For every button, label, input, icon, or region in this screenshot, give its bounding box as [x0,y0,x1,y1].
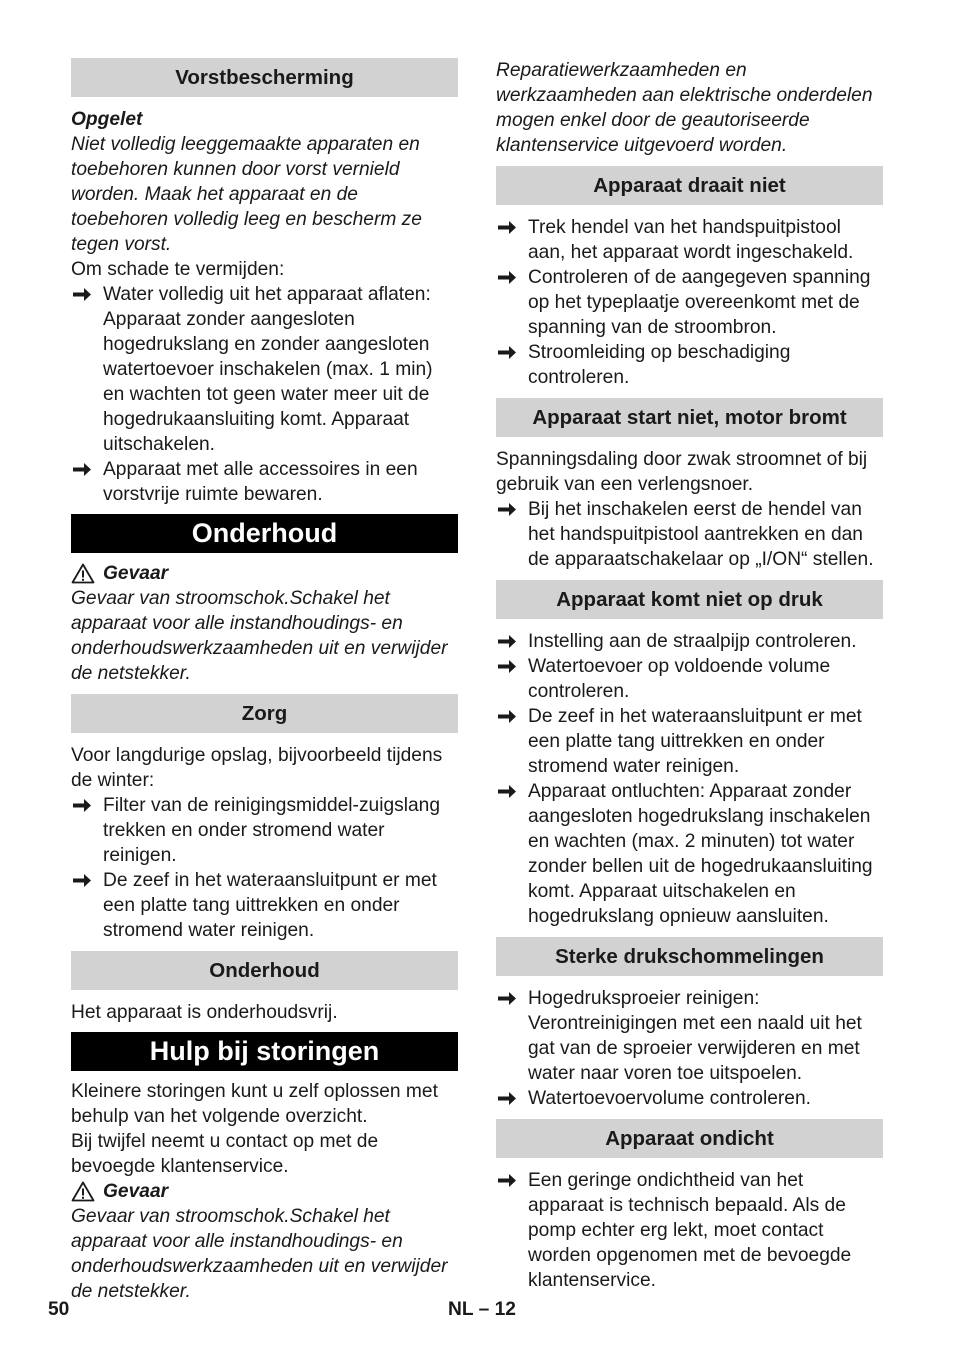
caution-label: Opgelet [71,109,143,130]
list-item-text: Bij het inschakelen eerst de hendel van het handspuitpistool aantrekken en dan de apparaatschakelaar op „I/ON“ stellen. [528,499,874,570]
section-heading-not-running: Apparaat draait niet [496,166,883,205]
section-page-label [448,1297,516,1322]
arrow-right-icon [496,497,518,522]
arrow-right-icon [496,1168,518,1193]
arrow-right-icon [496,265,518,290]
arrow-right-icon [496,1086,518,1111]
list-item [496,986,883,1086]
list-item [496,629,883,654]
arrow-right-icon [71,793,93,818]
list-item-text: Een geringe ondichtheid van het apparaat is technisch bepaald. Als de pomp echter erg lekt, moet contact worden opgenomen met de bevoegde klantenservice. [528,1170,852,1291]
arrow-right-icon [496,986,518,1011]
arrow-right-icon [496,704,518,729]
arrow-right-icon [496,779,518,804]
warning-triangle-icon [71,563,95,584]
list-item-text: Water volledig uit het apparaat aflaten: Apparaat zonder aangesloten hogedrukslang en zonder aangesloten watertoevoer inschakelen (max. 1 min) en wachten tot geen water meer uit de hogedrukaansluiting komt. Apparaat uitschakelen. [103,284,433,455]
list-item-text: Instelling aan de straalpijp controleren. [528,631,857,652]
list-item [496,779,883,929]
frost-intro: Om schade te vermijden: [71,259,285,280]
maintenance-text: Het apparaat is onderhoudsvrij. [71,1002,338,1023]
repair-note: Reparatiewerkzaamheden en werkzaamheden aan elektrische onderdelen mogen enkel door de geautoriseerde klantenservice uitgevoerd worden. [496,60,873,156]
list-item [496,340,883,390]
section-heading-leaking: Apparaat ondicht [496,1119,883,1158]
list-item-text: Watertoevoer op voldoende volume controleren. [528,656,831,702]
arrow-right-icon [71,282,93,307]
list-item [496,704,883,779]
motor-hums-text: Spanningsdaling door zwak stroomnet of bij gebruik van een verlengsnoer. [496,449,868,495]
caution-text: Niet volledig leeggemaakte apparaten en toebehoren kunnen door vorst vernield worden. Maak het apparaat en de toebehoren volledig leeg en bescherm ze tegen vorst. [71,134,422,255]
danger-label-row [71,561,458,586]
chapter-title-troubleshooting: Hulp bij storingen [71,1032,458,1071]
list-item [71,868,458,943]
section-heading-frost-protection: Vorstbescherming [71,58,458,97]
list-item-text: De zeef in het wateraansluitpunt er met een platte tang uittrekken en onder stromend water reinigen. [528,706,862,777]
section-heading-no-pressure: Apparaat komt niet op druk [496,580,883,619]
list-item [71,793,458,868]
list-item-text: Controleren of de aangegeven spanning op het typeplaatje overeenkomt met de spanning van de stroombron. [528,267,871,338]
section-heading-motor-hums: Apparaat start niet, motor bromt [496,398,883,437]
list-item [71,282,458,457]
list-item [71,457,458,507]
page-number: 50 [48,1299,70,1320]
danger-text: Gevaar van stroomschok.Schakel het apparaat voor alle instandhoudings- en onderhoudswerkzaamheden uit en verwijder de netstekker. [71,588,448,684]
list-item [496,654,883,704]
danger-label: Gevaar [103,563,169,584]
danger-label: Gevaar [103,1181,169,1202]
list-item [496,215,883,265]
danger-label-row [71,1179,458,1204]
list-item-text: Stroomleiding op beschadiging controleren. [528,342,791,388]
danger-text: Gevaar van stroomschok.Schakel het apparaat voor alle instandhoudings- en onderhoudswerkzaamheden uit en verwijder de netstekker. [71,1206,448,1302]
list-item-text: Watertoevoervolume controleren. [528,1088,811,1109]
list-item-text: Apparaat met alle accessoires in een vorstvrije ruimte bewaren. [103,459,418,505]
arrow-right-icon [496,340,518,365]
list-item-text: Hogedruksproeier reinigen: Verontreinigingen met een naald uit het gat van de sproeier verwijderen en met water naar voren toe uitspoelen. [528,988,862,1084]
arrow-right-icon [71,868,93,893]
list-item-text: Filter van de reinigingsmiddel-zuigslang trekken en onder stromend water reinigen. [103,795,441,866]
arrow-right-icon [496,215,518,240]
section-heading-care: Zorg [71,694,458,733]
language-code: NL [448,1299,474,1320]
right-column [496,58,883,1293]
list-item-text: De zeef in het wateraansluitpunt er met een platte tang uittrekken en onder stromend water reinigen. [103,870,437,941]
troubleshooting-contact-text: Bij twijfel neemt u contact op met de bevoegde klantenservice. [71,1131,379,1177]
arrow-right-icon [71,457,93,482]
list-item [496,1086,883,1111]
care-intro: Voor langdurige opslag, bijvoorbeeld tijdens de winter: [71,745,443,791]
section-heading-pressure-fluctuations: Sterke drukschommelingen [496,937,883,976]
troubleshooting-text: Kleinere storingen kunt u zelf oplossen met behulp van het volgende overzicht. [71,1081,438,1127]
arrow-right-icon [496,654,518,679]
warning-triangle-icon [71,1181,95,1202]
list-item [496,265,883,340]
section-page-number: – 12 [478,1299,516,1320]
section-heading-maintenance: Onderhoud [71,951,458,990]
list-item-text: Apparaat ontluchten: Apparaat zonder aangesloten hogedrukslang inschakelen en wachten (max. 2 minuten) tot water zonder bellen uit de hogedrukaansluiting komt. Apparaat uitschakelen en hogedrukslang opnieuw aansluiten. [528,781,873,927]
list-item [496,1168,883,1293]
left-column [71,58,458,1304]
chapter-title-maintenance: Onderhoud [71,514,458,553]
arrow-right-icon [496,629,518,654]
list-item [496,497,883,572]
list-item-text: Trek hendel van het handspuitpistool aan, het apparaat wordt ingeschakeld. [528,217,854,263]
